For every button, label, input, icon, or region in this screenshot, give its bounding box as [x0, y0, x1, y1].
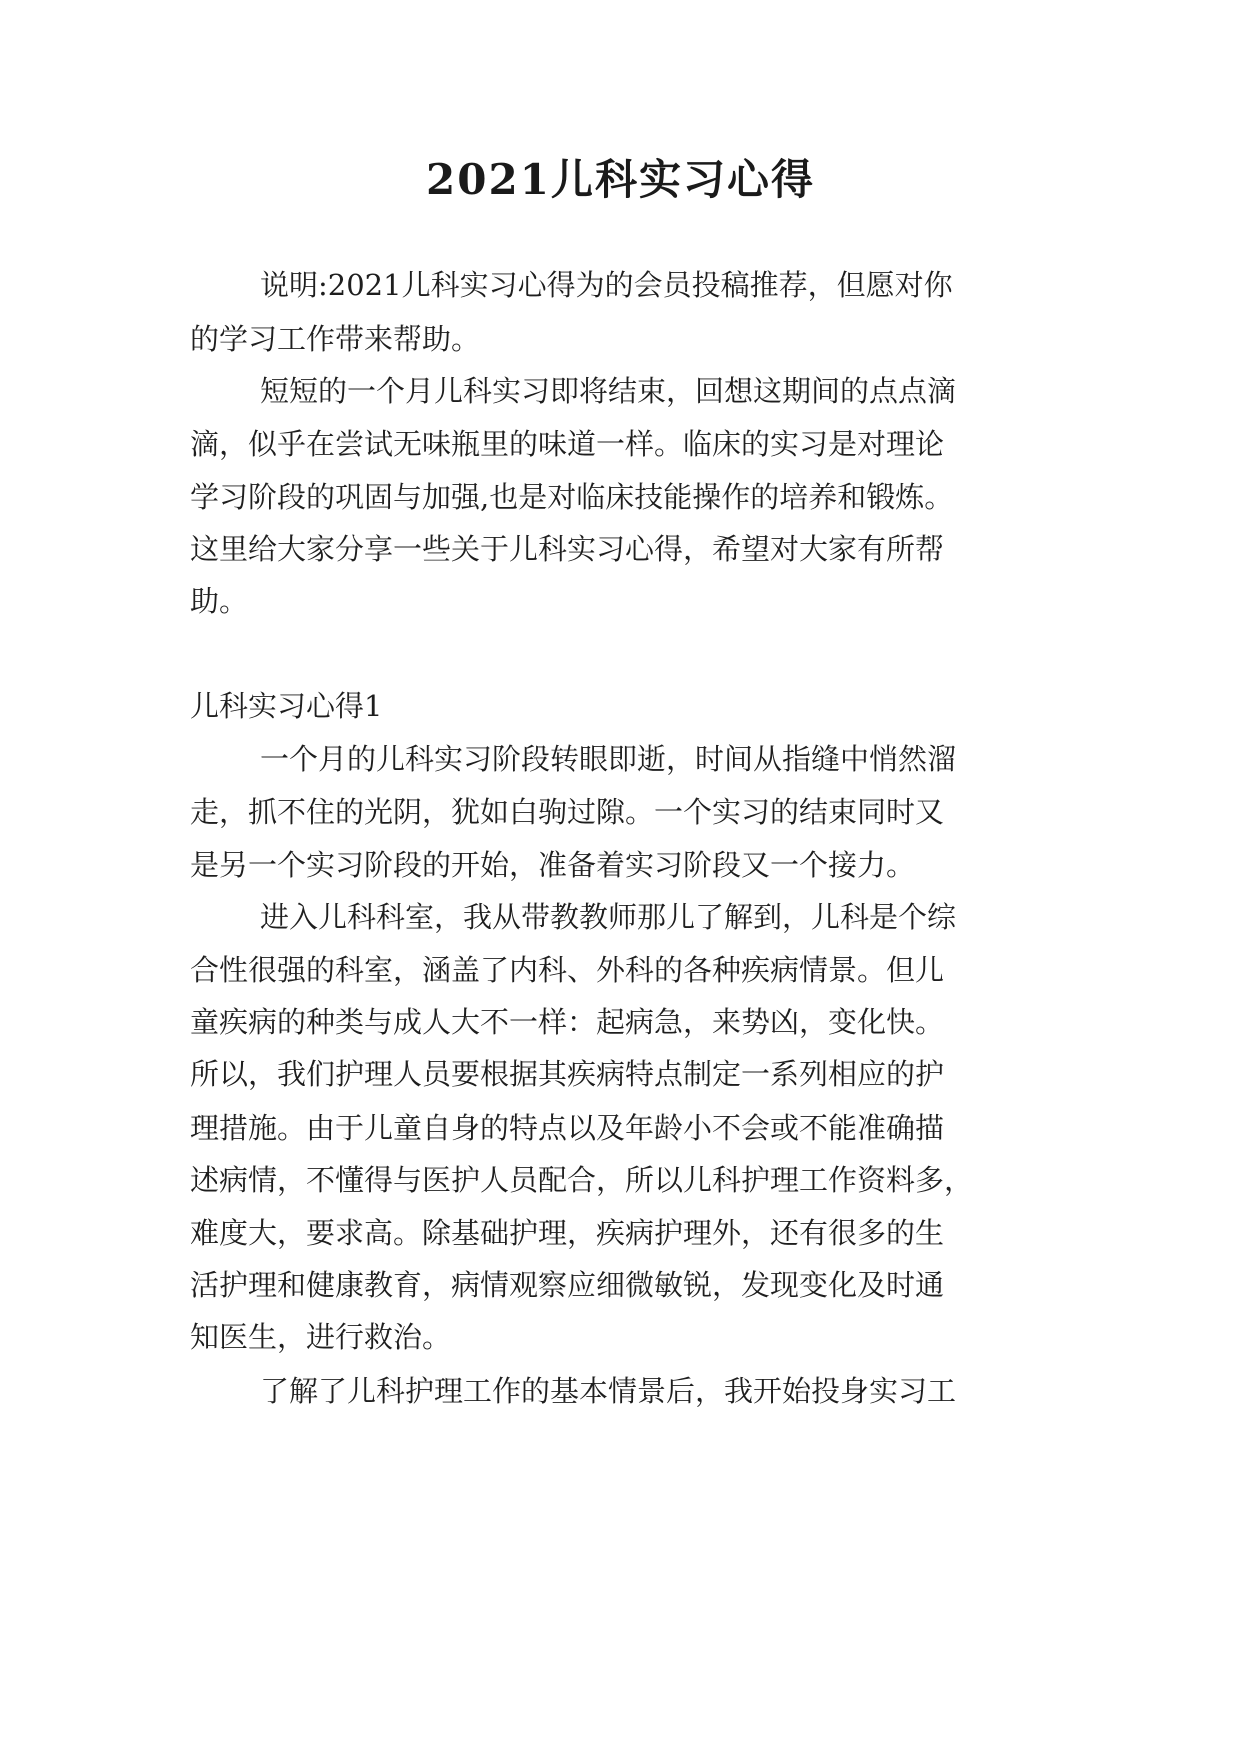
paragraph-line: 短短的一个月儿科实习即将结束，回想这期间的点点滴	[260, 374, 957, 408]
paragraph-line: 滴，似乎在尝试无味瓶里的味道一样。临床的实习是对理论	[190, 427, 945, 461]
paragraph-line: 知医生，进行救治。	[190, 1320, 452, 1354]
paragraph-line: 学习阶段的巩固与加强,也是对临床技能操作的培养和锻炼。	[190, 480, 954, 514]
paragraph-line: 是另一个实习阶段的开始，准备着实习阶段又一个接力。	[190, 848, 916, 882]
paragraph-line: 进入儿科科室，我从带教教师那儿了解到，儿科是个综	[260, 900, 957, 934]
paragraph-line: 述病情，不懂得与医护人员配合，所以儿科护理工作资料多，	[190, 1163, 974, 1197]
intro-line: 说明:2021儿科实习心得为的会员投稿推荐，但愿对你	[260, 268, 953, 302]
paragraph-line: 活护理和健康教育，病情观察应细微敏锐，发现变化及时通	[190, 1268, 945, 1302]
document-title: 2021儿科实习心得	[426, 155, 815, 204]
paragraph-line: 这里给大家分享一些关于儿科实习心得，希望对大家有所帮	[190, 532, 945, 566]
paragraph-line: 助。	[190, 584, 249, 618]
paragraph-line: 走，抓不住的光阴，犹如白驹过隙。一个实习的结束同时又	[190, 795, 945, 829]
paragraph-line: 合性很强的科室，涵盖了内科、外科的各种疾病情景。但儿	[190, 953, 945, 987]
paragraph-line: 难度大，要求高。除基础护理，疾病护理外，还有很多的生	[190, 1216, 945, 1250]
section-heading: 儿科实习心得1	[190, 689, 383, 723]
paragraph-line: 理措施。由于儿童自身的特点以及年龄小不会或不能准确描	[190, 1111, 945, 1145]
paragraph-line: 童疾病的种类与成人大不一样：起病急，来势凶，变化快。	[190, 1005, 945, 1039]
paragraph-line: 所以，我们护理人员要根据其疾病特点制定一系列相应的护	[190, 1057, 945, 1091]
paragraph-line: 一个月的儿科实习阶段转眼即逝，时间从指缝中悄然溜	[260, 742, 957, 776]
intro-line: 的学习工作带来帮助。	[190, 322, 481, 356]
paragraph-line: 了解了儿科护理工作的基本情景后，我开始投身实习工	[260, 1374, 957, 1408]
